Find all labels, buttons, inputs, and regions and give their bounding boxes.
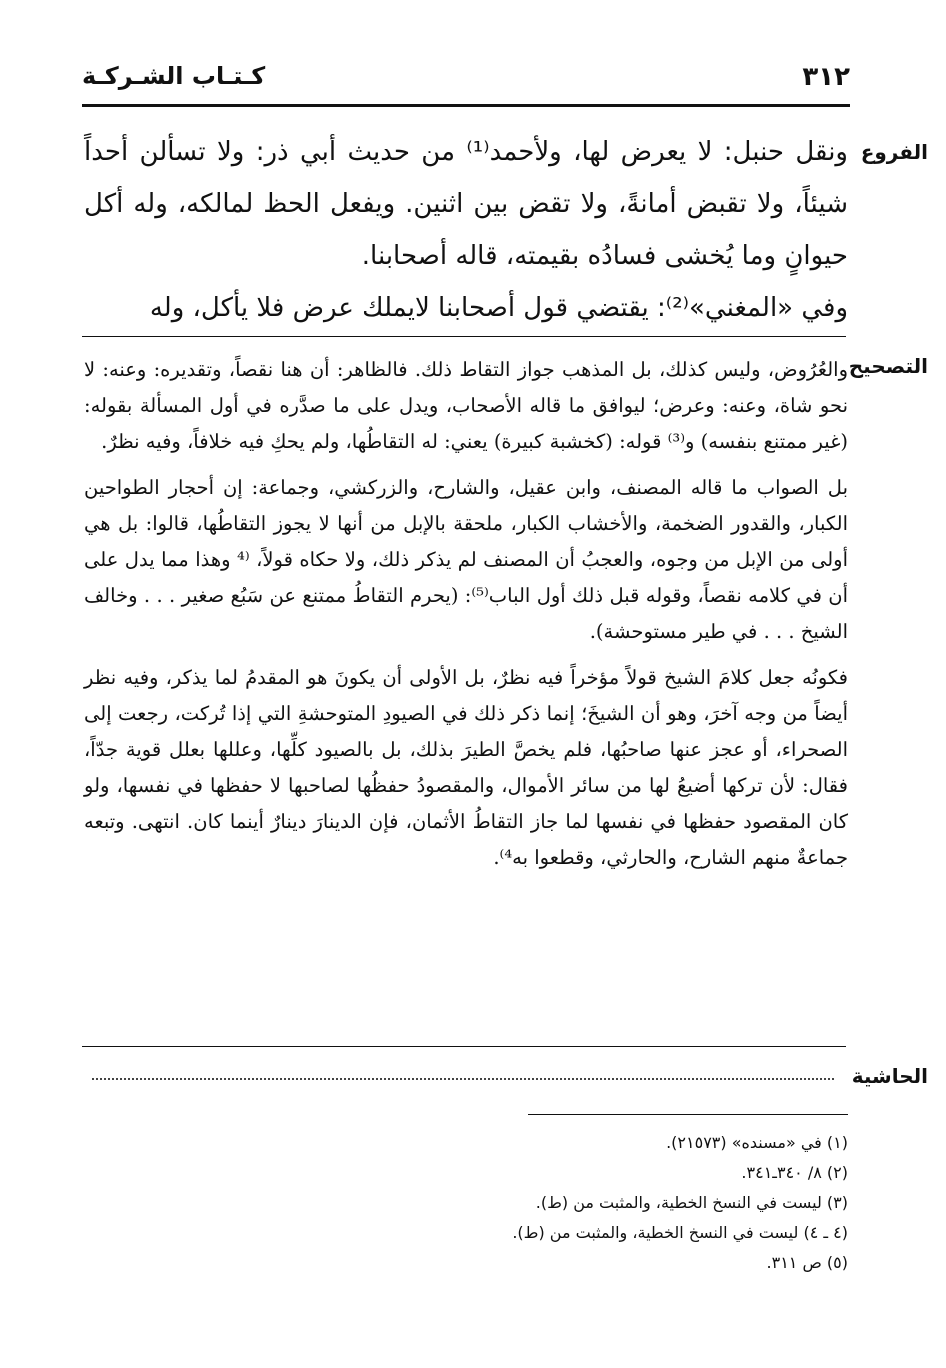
hashiya-label: الحاشية xyxy=(851,1064,928,1088)
footnote: (١) في «مسنده» (٢١٥٧٣). xyxy=(666,1133,848,1152)
footnote: (٤ ـ ٤) ليست في النسخ الخطية، والمثبت من (ط). xyxy=(512,1223,848,1242)
furu-paragraph: ونقل حنبل: لا يعرض لها، ولأحمد⁽¹⁾ من حديث أبي ذر: ولا تسألن أحداً شيئاً، ولا تقبض أمانةً، ولا تقض بين اثنين. ويفعل الحظ لمالكه، وله أكل حيوانٍ وما يُخشى فسادُه بقيمته، قاله أصحابنا. xyxy=(84,137,848,271)
footnote: (٣) ليست في النسخ الخطية، والمثبت من (ط). xyxy=(535,1193,848,1212)
footnote-separator xyxy=(528,1114,848,1115)
furu-label: الفروع xyxy=(860,140,928,164)
running-title: كـتـاب الشـركـة xyxy=(82,62,266,90)
tashih-paragraph: والعُرُوض، وليس كذلك، بل المذهب جواز التقاط ذلك. فالظاهر: أن هنا نقصاً، وتقديره: وعنه: لا نحو شاة، وعنه: وعرض؛ ليوافق ما قاله الأصحاب، ويدل على ما صدَّره في أول المسألة بقوله: (غير ممتنع بنفسه) و⁽³⁾ قوله: (كخشبة كبيرة) يعني: له التقاطُها، ولم يحكِ فيه خلافاً، وفيه نظرٌ. xyxy=(84,358,848,453)
page-number: ٣١٢ xyxy=(802,62,850,92)
footnotes-list xyxy=(88,1128,848,1278)
furu-paragraph: وفي «المغني»⁽²⁾: يقتضي قول أصحابنا لايملك عرض فلا يأكل، وله xyxy=(149,293,848,323)
tashih-label: التصحيح xyxy=(848,354,928,378)
tashih-paragraph: فكونُه جعل كلامَ الشيخ قولاً مؤخراً فيه نظرٌ، بل الأولى أن يكونَ هو المقدمُ لما يذكر، وفيه نظر أيضاً من وجه آخرَ، وهو أن الشيخَ؛ إنما ذكر ذلك في الصيودِ المتوحشةِ التي إذا تُركت، رجعت إلى الصحراء، أو عجز عنها صاحبُها، فلم يخصَّ الطيرَ بذلك، بل بالصيود كلِّها، وعللها بعلل قوية جدّاً، فقال: لأن تركها أضيعُ لها من سائر الأموال، والمقصودُ حفظُها لصاحبها لا حفظها في نفسها، ولو كان المقصود حفظها في نفسها لما جاز التقاطُ الأثمان، فإن الدينارَ دينارٌ أينما كان. انتهى. وتبعه جماعةٌ منهم الشارح، والحارثي، وقطعوا به⁴⁾. xyxy=(84,666,848,869)
furu-text xyxy=(84,126,848,334)
tashih-text xyxy=(84,352,848,886)
hashiya-dotted-line xyxy=(92,1078,834,1080)
section-divider xyxy=(82,1046,846,1047)
tashih-paragraph: بل الصواب ما قاله المصنف، وابن عقيل، والشارح، والزركشي، وجماعة: إن أحجار الطواحين الكبار، والقدور الضخمة، والأخشاب الكبار، ملحقة بالإبل من أنها لا يجوز التقاطُها، قالوا: بل هي أولى من الإبل من وجوه، والعجبُ أن المصنف لم يذكر ذلك، ولا حكاه قولاً، ⁽⁴ وهذا مما يدل على أن في كلامه نقصاً، وقوله قبل ذلك أول الباب⁽⁵⁾: (يحرم التقاطُ ممتنع عن سَبُع صغير . . . وخالف الشيخ . . . في طير مستوحشة). xyxy=(84,476,849,643)
header-rule xyxy=(82,104,850,107)
footnote: (٢) ٨/ ٣٤٠ـ٣٤١. xyxy=(741,1163,848,1182)
section-divider xyxy=(82,336,846,337)
page-header xyxy=(82,62,850,98)
footnote: (٥) ص ٣١١. xyxy=(766,1253,848,1272)
